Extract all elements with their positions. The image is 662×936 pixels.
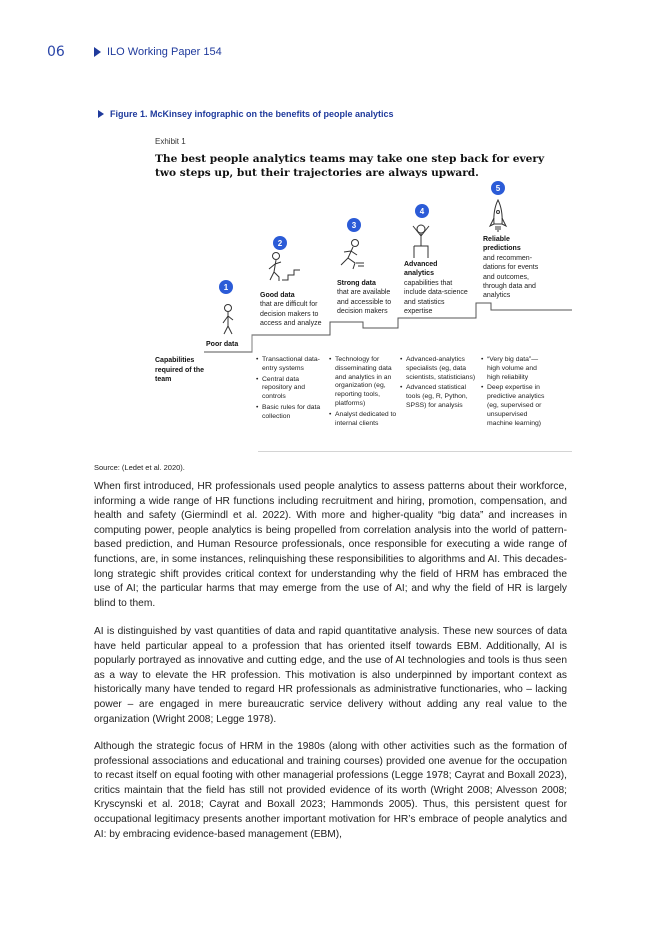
requirements-stage-5 [481,356,549,430]
person-running-icon [341,240,364,270]
stage-1-title: Poor data [206,341,239,348]
triangle-marker-icon [94,47,101,57]
requirement-item: • Deep expertise in predictive analytics (eg, supervised or unsupervised machine learning) [481,384,549,428]
page-header [47,42,222,62]
requirements-stage-4 [400,356,478,413]
mckinsey-infographic [148,130,572,456]
exhibit-title: The best people analytics teams may take one step back for every two steps up, but their trajectories are always upward. [155,153,545,179]
stage-2-title: Good data [260,292,295,299]
running-title [94,46,222,58]
requirement-item: • “Very big data”— high volume and high reliability [481,356,549,382]
stage-3-label [337,279,399,317]
body-paragraph-1: When first introduced, HR professionals used people analytics to assess patterns about their workforce, informing a wide range of HR functions including recruitment and hiring, promotion, compensation, and health and safety (Giermindl et al. 2022). With more and higher-quality “big data” and increases in computing power, people analytics is being propelled from correlation analysis into the world of pattern-based prediction, and Human Resource professionals, once responsible for executing a wide range of functions, are, in some instances, relinquishing these responsibilities to algorithms and AI. This decades-long strategic shift provides critical context for understanding why the field of HRM has embraced the use of AI; the particular harms that may emerge from the use of AI; and why the field of HR is largely blind to them. [94,481,567,609]
requirement-item: • Advanced statistical tools (eg, R, Python, SPSS) for analysis [400,384,478,410]
figure-caption [98,109,394,119]
body-paragraph-3: Although the strategic focus of HRM in the 1980s (along with other activities such as the formation of professional associations and educational and training courses) provided one avenue for the occupation to recast itself on equal footing with other managerial professions (Legge 1978; Cayrat and Boxall 2023), critics maintain that the field has still not provided evidence of its worth (Wright 2008; Alvesson 2008; Kryscynski et al. 2018; Cayrat and Boxall 2023; Hammonds 2005). Thus, this persistent quest for occupational legitimacy presents another important motivation for HR’s embrace of people analytics and AI: by embracing evidence-based management (EBM), [94,741,567,840]
stage-5-desc: and recommen-dations for events and outcomes, through data and analytics [483,254,539,300]
stage-2-number-badge: 2 [273,236,287,250]
person-climbing-icon [269,253,300,282]
person-standing-icon [223,305,233,335]
stage-4-title: Advanced analytics [404,261,438,278]
requirement-item: • Basic rules for data collection [256,404,324,422]
stage-3-number-badge: 3 [347,218,361,232]
requirement-item: • Technology for disseminating data and analytics in an organization (eg, reporting tools, platforms) [329,356,397,409]
figure-source: Source: (Ledet et al. 2020). [94,463,185,472]
requirement-item: • Central data repository and controls [256,376,324,402]
requirement-item: • Transactional data-entry systems [256,356,324,374]
stage-1-number-badge: 1 [219,280,233,294]
person-celebrating-icon [413,225,429,258]
stage-1-label [206,340,254,349]
body-paragraph-2: AI is distinguished by vast quantities of data and rapid quantitative analysis. These new sources of data have held particular appeal to a profession that has oriented itself towards EBM. Additionally, AI is popularly portrayed as innovative and cutting edge, and the use of AI technologies and tools is thus seen as a way to elevate the HR profession. This motivation is also underpinned by important context as historically many have tended to regard HR professionals as administrative functionaries, who – lacking power – are engaged in mere bureaucratic service delivery without adding any real value to the organization (Wright 2008; Legge 1978). [94,626,567,725]
stage-5-label [483,235,549,301]
stage-3-title: Strong data [337,280,376,287]
requirements-stage-3 [329,356,397,430]
requirements-label: Capabilities required of the team [155,357,205,384]
running-title-text: ILO Working Paper 154 [107,46,222,58]
stage-4-desc: capabilities that include data-science and statistics expertise [404,279,468,316]
requirement-item: • Analyst dedicated to internal clients [329,411,397,429]
stage-3-desc: that are available and accessible to decision makers [337,289,392,316]
stage-5-number-badge: 5 [491,181,505,195]
stage-4-label [404,260,468,316]
exhibit-label: Exhibit 1 [155,137,186,146]
exhibit-divider [258,451,572,452]
triangle-marker-icon [98,110,104,118]
requirement-item: • Advanced-analytics specialists (eg, data scientists, statisticians) [400,356,478,382]
stage-2-desc: that are difficult for decision makers to access and analyze [260,301,322,328]
page-number: 06 [47,44,65,60]
figure-caption-text: Figure 1. McKinsey infographic on the benefits of people analytics [110,109,394,119]
requirements-stage-2 [256,356,324,424]
stage-2-label [260,291,322,329]
stage-5-title: Reliable predictions [483,236,521,253]
stage-4-number-badge: 4 [415,204,429,218]
rocket-icon [490,200,506,232]
